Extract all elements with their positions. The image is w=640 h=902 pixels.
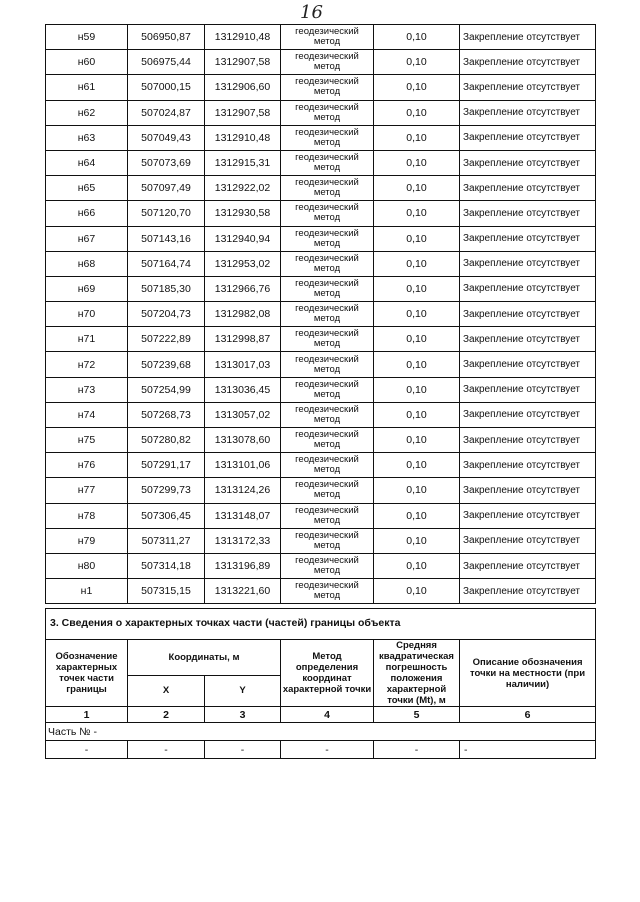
table-row [46,528,596,553]
point-accuracy: 0,10 [374,25,460,50]
point-description: Закрепление отсутствует [460,150,596,175]
point-name: н75 [46,428,128,453]
point-method: геодезический метод [281,302,374,327]
empty-cell: - [281,741,374,759]
point-y: 1313078,60 [205,428,281,453]
part-label: Часть № - [46,723,596,741]
table-row [46,75,596,100]
point-method: геодезический метод [281,125,374,150]
point-x: 507314,18 [128,553,205,578]
point-y: 1313124,26 [205,478,281,503]
point-method: геодезический метод [281,276,374,301]
point-method: геодезический метод [281,503,374,528]
point-description: Закрепление отсутствует [460,503,596,528]
points-table [45,24,596,604]
point-x: 507143,16 [128,226,205,251]
header-x: X [128,675,205,706]
point-name: н69 [46,276,128,301]
point-method: геодезический метод [281,453,374,478]
point-x: 507204,73 [128,302,205,327]
point-method: геодезический метод [281,25,374,50]
point-name: н74 [46,402,128,427]
point-description: Закрепление отсутствует [460,428,596,453]
point-y: 1313017,03 [205,352,281,377]
point-accuracy: 0,10 [374,352,460,377]
point-description: Закрепление отсутствует [460,276,596,301]
point-name: н65 [46,176,128,201]
table-row [46,100,596,125]
point-name: н70 [46,302,128,327]
point-x: 507268,73 [128,402,205,427]
column-number: 4 [281,707,374,723]
point-name: н62 [46,100,128,125]
point-x: 507280,82 [128,428,205,453]
point-description: Закрепление отсутствует [460,226,596,251]
point-name: н64 [46,150,128,175]
point-method: геодезический метод [281,428,374,453]
point-description: Закрепление отсутствует [460,553,596,578]
point-accuracy: 0,10 [374,251,460,276]
table-row [46,428,596,453]
point-description: Закрепление отсутствует [460,125,596,150]
point-y: 1313172,33 [205,528,281,553]
table-row [46,25,596,50]
point-name: н67 [46,226,128,251]
point-description: Закрепление отсутствует [460,100,596,125]
header-method: Метод определения координат характерной точки [281,640,374,707]
point-name: н66 [46,201,128,226]
point-method: геодезический метод [281,528,374,553]
point-x: 506950,87 [128,25,205,50]
point-name: н72 [46,352,128,377]
point-y: 1313221,60 [205,579,281,604]
point-method: геодезический метод [281,553,374,578]
point-description: Закрепление отсутствует [460,528,596,553]
table-row [46,226,596,251]
point-description: Закрепление отсутствует [460,327,596,352]
point-y: 1313057,02 [205,402,281,427]
point-y: 1312907,58 [205,100,281,125]
column-number: 5 [374,707,460,723]
point-description: Закрепление отсутствует [460,201,596,226]
point-y: 1312915,31 [205,150,281,175]
point-method: геодезический метод [281,352,374,377]
table-row [46,50,596,75]
empty-cell: - [460,741,596,759]
table-row [46,150,596,175]
point-name: н80 [46,553,128,578]
point-x: 507239,68 [128,352,205,377]
table-row [46,553,596,578]
point-description: Закрепление отсутствует [460,176,596,201]
point-name: н78 [46,503,128,528]
point-x: 507299,73 [128,478,205,503]
table-row [46,377,596,402]
point-x: 507222,89 [128,327,205,352]
point-method: геодезический метод [281,327,374,352]
point-y: 1313101,06 [205,453,281,478]
point-method: геодезический метод [281,402,374,427]
table-row [46,453,596,478]
point-method: геодезический метод [281,150,374,175]
table-row [46,302,596,327]
point-method: геодезический метод [281,478,374,503]
point-accuracy: 0,10 [374,377,460,402]
point-description: Закрепление отсутствует [460,579,596,604]
header-y: Y [205,675,281,706]
empty-cell: - [128,741,205,759]
point-method: геодезический метод [281,579,374,604]
point-x: 507291,17 [128,453,205,478]
table-row [46,478,596,503]
point-description: Закрепление отсутствует [460,25,596,50]
section3-title: 3. Сведения о характерных точках части (частей) границы объекта [46,609,596,640]
point-method: геодезический метод [281,100,374,125]
point-name: н1 [46,579,128,604]
table-row [46,125,596,150]
point-method: геодезический метод [281,251,374,276]
point-accuracy: 0,10 [374,150,460,175]
point-description: Закрепление отсутствует [460,402,596,427]
point-name: н73 [46,377,128,402]
point-name: н60 [46,50,128,75]
table-row [46,176,596,201]
point-x: 507164,74 [128,251,205,276]
point-y: 1313196,89 [205,553,281,578]
point-description: Закрепление отсутствует [460,377,596,402]
point-x: 507311,27 [128,528,205,553]
point-name: н76 [46,453,128,478]
point-accuracy: 0,10 [374,428,460,453]
point-y: 1312906,60 [205,75,281,100]
column-number: 6 [460,707,596,723]
point-y: 1312910,48 [205,25,281,50]
point-name: н68 [46,251,128,276]
point-accuracy: 0,10 [374,75,460,100]
point-name: н71 [46,327,128,352]
point-x: 507254,99 [128,377,205,402]
table-row [46,352,596,377]
point-description: Закрепление отсутствует [460,75,596,100]
empty-cell: - [205,741,281,759]
point-accuracy: 0,10 [374,226,460,251]
point-x: 507306,45 [128,503,205,528]
point-accuracy: 0,10 [374,327,460,352]
point-name: н59 [46,25,128,50]
table-row [46,276,596,301]
page-number: 16 [300,2,323,23]
point-method: геодезический метод [281,377,374,402]
point-description: Закрепление отсутствует [460,50,596,75]
point-description: Закрепление отсутствует [460,453,596,478]
point-accuracy: 0,10 [374,503,460,528]
point-description: Закрепление отсутствует [460,302,596,327]
point-y: 1312953,02 [205,251,281,276]
column-number: 3 [205,707,281,723]
point-description: Закрепление отсутствует [460,352,596,377]
point-accuracy: 0,10 [374,201,460,226]
point-y: 1312966,76 [205,276,281,301]
point-y: 1312910,48 [205,125,281,150]
point-accuracy: 0,10 [374,100,460,125]
point-x: 507000,15 [128,75,205,100]
point-y: 1312982,08 [205,302,281,327]
point-y: 1312930,58 [205,201,281,226]
point-x: 506975,44 [128,50,205,75]
point-accuracy: 0,10 [374,276,460,301]
point-y: 1312922,02 [205,176,281,201]
point-y: 1312998,87 [205,327,281,352]
point-method: геодезический метод [281,75,374,100]
table-row [46,503,596,528]
table-row [46,579,596,604]
point-description: Закрепление отсутствует [460,251,596,276]
table-row [46,327,596,352]
point-accuracy: 0,10 [374,553,460,578]
section3-table [45,608,596,759]
point-y: 1313036,45 [205,377,281,402]
point-accuracy: 0,10 [374,528,460,553]
point-y: 1313148,07 [205,503,281,528]
point-x: 507185,30 [128,276,205,301]
point-x: 507073,69 [128,150,205,175]
point-name: н61 [46,75,128,100]
table-row [46,201,596,226]
column-number: 1 [46,707,128,723]
point-name: н63 [46,125,128,150]
point-y: 1312940,94 [205,226,281,251]
table-row [46,251,596,276]
point-method: геодезический метод [281,226,374,251]
header-coordinates: Координаты, м [128,640,281,676]
empty-cell: - [374,741,460,759]
point-accuracy: 0,10 [374,302,460,327]
point-name: н77 [46,478,128,503]
point-accuracy: 0,10 [374,176,460,201]
point-method: геодезический метод [281,176,374,201]
point-x: 507315,15 [128,579,205,604]
point-accuracy: 0,10 [374,579,460,604]
point-accuracy: 0,10 [374,478,460,503]
point-accuracy: 0,10 [374,125,460,150]
table-row [46,402,596,427]
header-designation: Обозначение характерных точек части границы [46,640,128,707]
header-accuracy: Средняя квадратическая погрешность положения характерной точки (Mt), м [374,640,460,707]
point-x: 507024,87 [128,100,205,125]
point-method: геодезический метод [281,50,374,75]
header-description: Описание обозначения точки на местности (при наличии) [460,640,596,707]
point-description: Закрепление отсутствует [460,478,596,503]
point-y: 1312907,58 [205,50,281,75]
point-accuracy: 0,10 [374,402,460,427]
point-x: 507097,49 [128,176,205,201]
column-number: 2 [128,707,205,723]
point-x: 507120,70 [128,201,205,226]
point-accuracy: 0,10 [374,50,460,75]
empty-cell: - [46,741,128,759]
point-method: геодезический метод [281,201,374,226]
point-x: 507049,43 [128,125,205,150]
point-accuracy: 0,10 [374,453,460,478]
point-name: н79 [46,528,128,553]
